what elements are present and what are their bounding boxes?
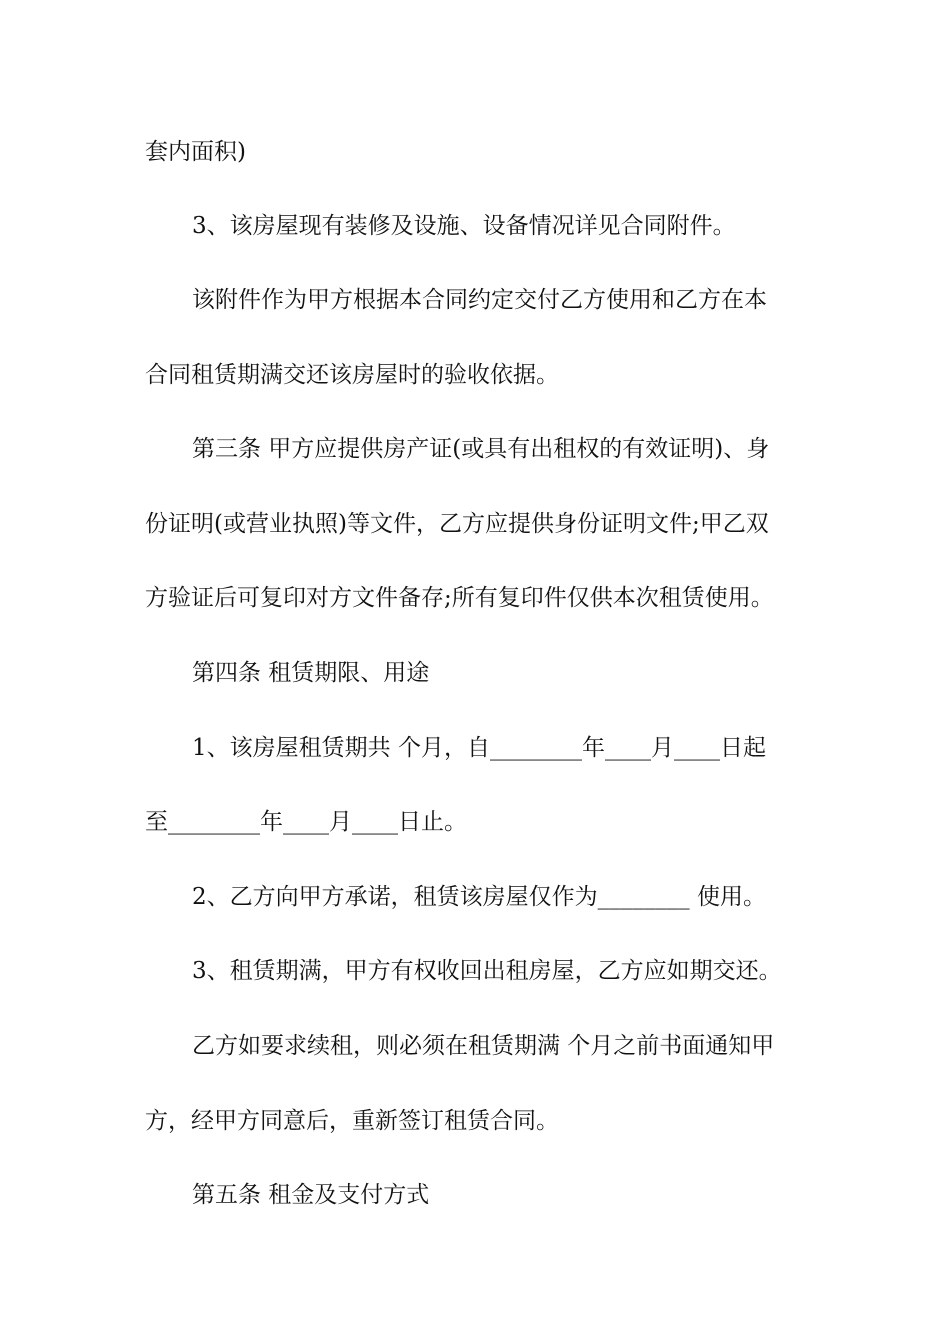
section-heading: 第四条 租赁期限、用途: [192, 660, 430, 686]
paragraph-line: 份证明(或营业执照)等文件，乙方应提供身份证明文件;甲乙双: [145, 511, 769, 537]
section-heading: 第五条 租金及支付方式: [192, 1182, 430, 1208]
paragraph-line: 套内面积): [145, 139, 246, 165]
paragraph-line: 至________年____月____日止。: [145, 809, 467, 835]
paragraph-line: 2、乙方向甲方承诺，租赁该房屋仅作为________ 使用。: [192, 884, 766, 910]
paragraph-line: 3、租赁期满，甲方有权收回出租房屋，乙方应如期交还。: [192, 958, 782, 984]
paragraph-line: 合同租赁期满交还该房屋时的验收依据。: [145, 362, 559, 388]
paragraph-line: 1、该房屋租赁期共 个月，自________年____月____日起: [192, 735, 766, 761]
paragraph-line: 乙方如要求续租，则必须在租赁期满 个月之前书面通知甲: [192, 1033, 775, 1059]
section-heading-line: 第三条 甲方应提供房产证(或具有出租权的有效证明)、身: [192, 436, 770, 462]
paragraph-line: 方验证后可复印对方文件备存;所有复印件仅供本次租赁使用。: [145, 585, 774, 611]
paragraph-line: 该附件作为甲方根据本合同约定交付乙方使用和乙方在本: [192, 287, 767, 313]
paragraph-line: 方，经甲方同意后，重新签订租赁合同。: [145, 1108, 559, 1134]
paragraph-line: 3、该房屋现有装修及设施、设备情况详见合同附件。: [192, 213, 736, 239]
